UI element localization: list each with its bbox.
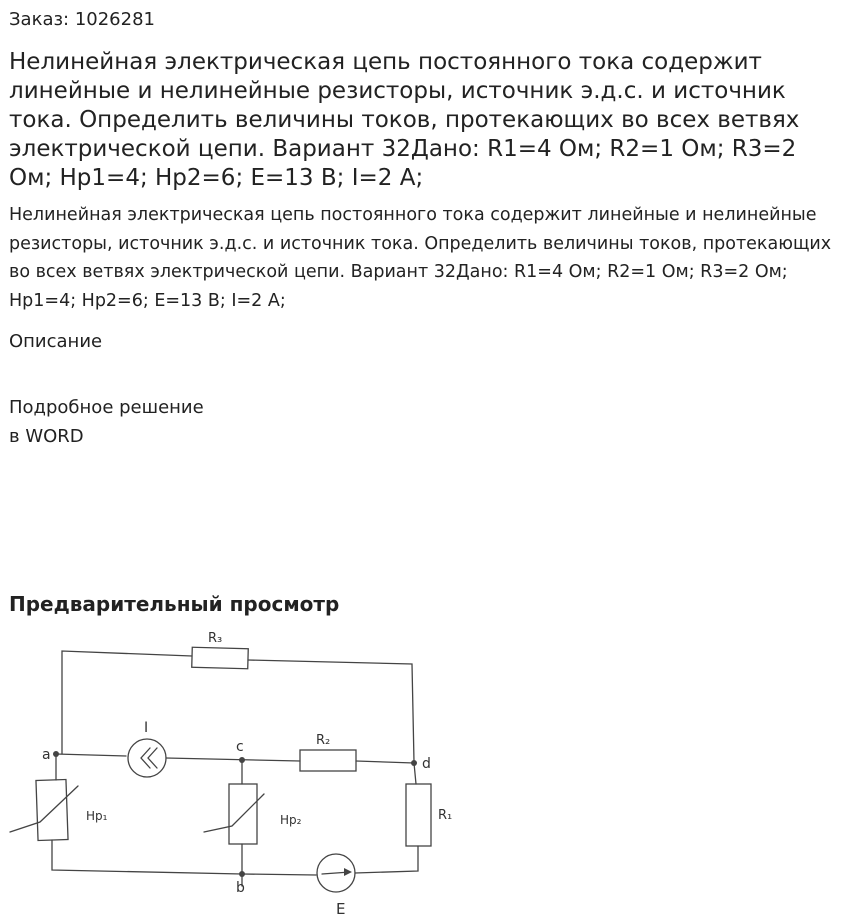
resistor-r2 xyxy=(300,750,356,771)
solution-note xyxy=(9,393,204,451)
emf-arrowhead xyxy=(344,868,352,876)
label-r1: R₁ xyxy=(438,808,453,823)
label-i: I xyxy=(144,720,149,736)
label-hp1: Hр₁ xyxy=(86,809,108,823)
node-d-dot xyxy=(411,760,417,766)
wire-bottom xyxy=(242,874,316,875)
label-node-b: b xyxy=(236,880,245,896)
resistor-r1 xyxy=(406,784,431,846)
label-hp2: Hр₂ xyxy=(280,813,302,827)
node-b-dot xyxy=(239,871,245,877)
description-section-label: Описание xyxy=(9,331,103,352)
wire-left-bottom xyxy=(52,840,242,874)
wire-bottom-right xyxy=(355,846,418,873)
resistor-r3 xyxy=(192,647,249,668)
label-r3: R₃ xyxy=(208,631,223,646)
wire-middle-left xyxy=(56,754,126,756)
current-source-i xyxy=(128,739,166,777)
label-node-c: c xyxy=(236,739,244,755)
order-number: Заказ: 1026281 xyxy=(9,9,155,30)
page-title: Нелинейная электрическая цепь постоянного тока содержит линейные и нелинейные резисторы, источник э.д.с. и источник тока. Определить величины токов, протекающих во всех ветвях электрической цепи. Вариант 32Дано: R1=4 Ом; R2=1 Ом; R3=2 Ом; Hp1=4; Hp2=6; E=13 В; I=2 А; xyxy=(9,49,800,191)
label-node-a: a xyxy=(42,747,51,763)
wire-top xyxy=(62,651,192,754)
hp2-slash xyxy=(204,794,264,832)
wire-right-branch xyxy=(414,763,416,784)
current-source-arrows xyxy=(141,748,157,768)
circuit-diagram xyxy=(0,624,460,923)
solution-line-2: в WORD xyxy=(9,426,84,447)
label-r2: R₂ xyxy=(316,733,331,748)
wire-top-right xyxy=(248,660,414,762)
label-e: E xyxy=(336,900,346,918)
node-a-dot xyxy=(53,751,59,757)
preview-heading: Предварительный просмотр xyxy=(9,592,340,616)
node-c-dot xyxy=(239,757,245,763)
solution-line-1: Подробное решение xyxy=(9,397,204,418)
preview-image xyxy=(0,624,460,923)
task-description: Нелинейная электрическая цепь постоянного тока содержит линейные и нелинейные резисторы, источник э.д.с. и источник тока. Определить величины токов, протекающих во всех ветвях электрической цепи. Вариант 32Дано: R1=4 Ом; R2=1 Ом; R3=2 Ом; Hp1=4; Hp2=6; E=13 В; I=2 А; xyxy=(9,205,832,311)
label-node-d: d xyxy=(422,756,431,772)
wire-middle-right xyxy=(356,761,414,763)
wire-middle-center xyxy=(166,758,300,761)
nonlinear-resistor-hp2 xyxy=(229,784,257,844)
